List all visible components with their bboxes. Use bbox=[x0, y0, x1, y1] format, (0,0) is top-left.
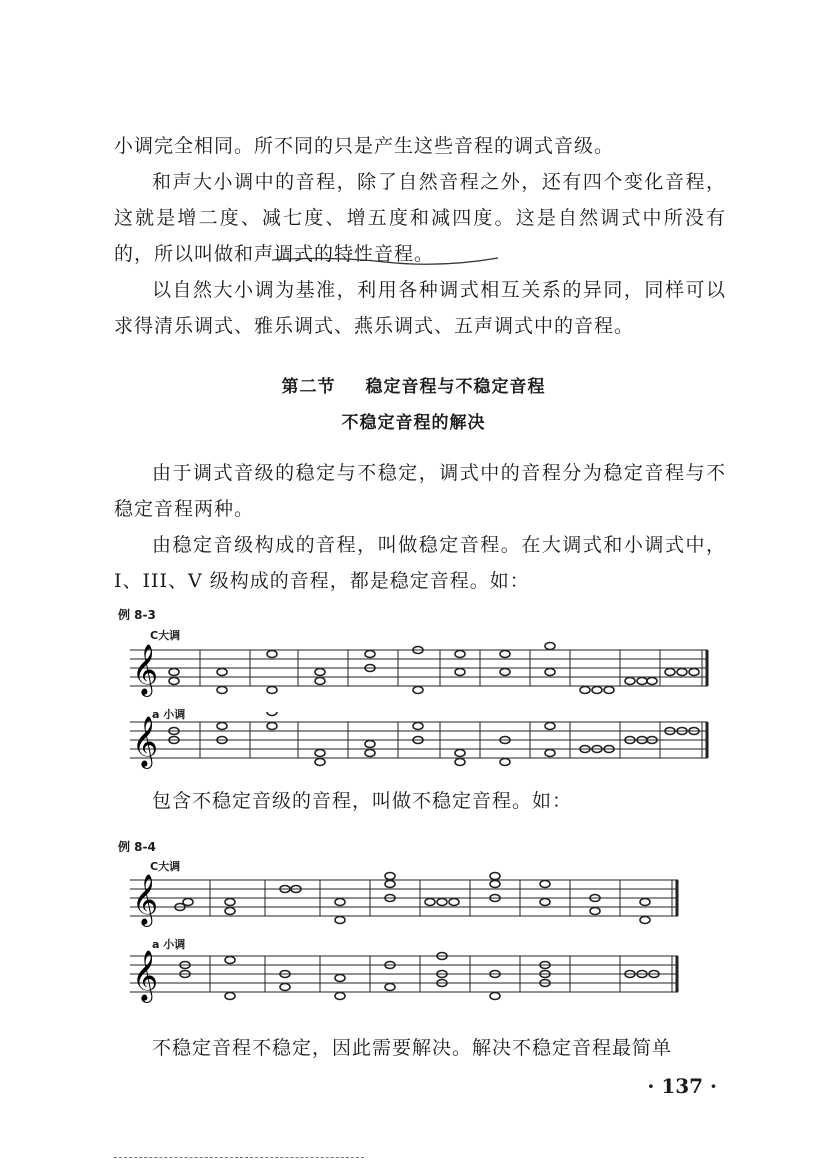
music-staff bbox=[130, 640, 710, 700]
staff-key-label: C大调 bbox=[150, 629, 181, 642]
paragraph-1: 小调完全相同。所不同的只是产生这些音程的调式音级。 bbox=[114, 135, 615, 157]
example-label: 例 8-3 bbox=[118, 608, 156, 622]
staff-key-label: a 小调 bbox=[152, 938, 186, 951]
svg-text:𝄞: 𝄞 bbox=[132, 874, 159, 925]
paragraph-3: 以自然大小调为基准，利用各种调式相互关系的异同，同样可以求得清乐调式、雅乐调式、燕乐调式、五声调式中的音程。 bbox=[114, 279, 726, 337]
paragraph-7: 不稳定音程不稳定，因此需要解决。解决不稳定音程最简单 bbox=[152, 1037, 673, 1059]
svg-text:𝄞: 𝄞 bbox=[132, 950, 159, 1001]
paragraph-5: 由稳定音级构成的音程，叫做稳定音程。在大调式和小调式中，I、III、V 级构成的音程，都是稳定音程。如： bbox=[114, 534, 726, 592]
paragraph-6: 包含不稳定音级的音程，叫做不稳定音程。如： bbox=[152, 790, 573, 812]
music-staff bbox=[130, 870, 710, 930]
section-heading bbox=[0, 372, 827, 397]
section-subtitle: 不稳定音程的解决 bbox=[341, 413, 486, 433]
example-label: 例 8-4 bbox=[118, 840, 156, 854]
paragraph-4: 由于调式音级的稳定与不稳定，调式中的音程分为稳定音程与不稳定音程两种。 bbox=[114, 462, 726, 520]
paragraph-2: 和声大小调中的音程，除了自然音程之外，还有四个变化音程，这就是增二度、减七度、增五度和减四度。这是自然调式中所没有的，所以叫做和声调式的特性音程。 bbox=[114, 171, 726, 265]
section-title: 稳定音程与不稳定音程 bbox=[365, 377, 546, 397]
section-number: 第二节 bbox=[281, 377, 336, 397]
music-staff bbox=[130, 946, 710, 1006]
staff-key-label: C大调 bbox=[150, 860, 181, 873]
music-staff bbox=[130, 712, 710, 772]
page-number: · 137 · bbox=[647, 1074, 717, 1098]
svg-text:𝄞: 𝄞 bbox=[132, 644, 159, 695]
handwritten-underline bbox=[270, 254, 500, 268]
staff-key-label: a 小调 bbox=[152, 708, 186, 721]
footer-rule bbox=[114, 1157, 364, 1158]
svg-text:𝄞: 𝄞 bbox=[132, 716, 159, 767]
